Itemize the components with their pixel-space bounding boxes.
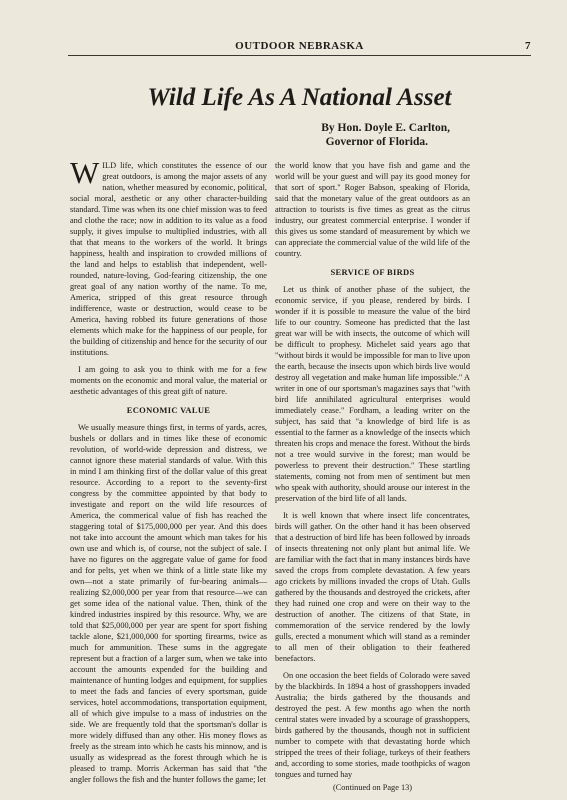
- economic-paragraph: We usually measure things first, in terms of yards, acres, bushels or dollars and in times like these of economic revolution, of world-wide depression and distress, we cannot ignore these material standards of value. With this in mind I am thinking first of the dollar value of this great resource. According to a report to the seventy-first congress by the committee appointed by that body to investigate and report on the wild life resources of America, the commerical value of fish has reached the staggering total of $175,000,000 per year. And this does not take into account the amount which man takes for his own use and which is, of course, not the subject of sale. I have no figures on the aggregate value of game for food and for pelts, yet when we think of a little state like my own—not a state primarily of fur-bearing animals—realizing $2,000,000 per year from that resource—we can get some idea of the national value. Then, think of the kindred industries inspired by this resource. Why, we are told that $25,000,000 per year are spent for sport fishing tackle alone, $21,000,000 for sporting firearms, twice as much for ammunition. These sums in the aggregate represent but a fraction of a larger sum, when we take into account the amounts expended for the building and maintenance of hunting lodges and equipment, for supplies to meet the fads and fancies of every sportsman, guide services, hotel accommodations, transportation equipment, all of which give impulse to a mass of industries on the side. We are frequently told that the sportsman's dollar is more widely diffused than any other. His money flows as freely as the stream into which he casts his minnow, and is usually as widespread as the forest through which he is pleased to tramp. Morris Ackerman has said that "the angler follows the fish and the hunter follows the game; let: [70, 423, 267, 784]
- section-heading-birds: SERVICE OF BIRDS: [330, 267, 415, 277]
- drop-cap: W: [70, 155, 100, 190]
- section-heading-economic: ECONOMIC VALUE: [126, 405, 211, 415]
- byline-author: By Hon. Doyle E. Carlton,: [321, 122, 450, 134]
- left-column: [70, 155, 267, 791]
- page-header: [68, 40, 531, 52]
- intro-paragraph-2: I am going to ask you to think with me for a few moments on the economic and moral value, the material or aesthetic advantages of this great gift of nature.: [70, 365, 267, 396]
- byline: [250, 121, 450, 149]
- right-column: [275, 160, 470, 799]
- header-rule: [68, 55, 531, 56]
- intro-paragraph: [70, 155, 267, 358]
- article-title: Wild Life As A National Asset: [147, 84, 452, 111]
- continuation-paragraph: the world know that you have fish and game and the world will be your guest and will pay its good money for that sort of sport." Roger Babson, speaking of Florida, said that the monetary value of the great outdoors as an attraction to tourists is five times as great as the citrus industry, our greatest commercial enterprise. I wonder if this gives us some standard of measurement by which we can appreciate the commercial value of the wild life of the country.: [275, 161, 470, 258]
- byline-title: Governor of Florida.: [325, 136, 428, 148]
- continued-note: (Continued on Page 13): [332, 783, 413, 792]
- birds-paragraph-2: It is well known that where insect life concentrates, birds will gather. On the other hand it has been observed that a destruction of bird life has been followed by inroads of insects threatening not only plant but animal life. We are familiar with the fact that in many instances birds have saved the crops from complete devastation. A few years ago crickets by millions invaded the crops of Utah. Gulls gathered by the thousands and destroyed the crickets, after they had ruined one crop and were on their way to the destruction of another. The citizens of that State, in commemoration of the service rendered by the lowly gulls, erected a monument which will stand as a reminder to all men of their obligation to their feathered benefactors.: [275, 511, 470, 663]
- birds-paragraph-1: Let us think of another phase of the subject, the economic service, if you please, rendered by birds. I wonder if it is possible to measure the value of the bird life to our country. Someone has predicted that the last great war will be with insects, the outcome of which will be difficult to prophesy. Michelet said years ago that "without birds it would be impossible for man to live upon the earth, because the insects upon which birds live would destroy all vegetation and make human life impossible." A writer in one of our sportsman's magazines says that "with bird life annihilated agricultural enterprises would immediately cease." Fordham, a leading writer on the subject, has said that "a knowledge of bird life is as essential to the farmer as a knowledge of the insects which threaten his crops and menace the forest. Without the birds not a tree would survive in the forest; man would be powerless to prevent their destruction." These startling statements, coming not from men of sentiment but men who speak with authority, should arouse our interest in the preservation of the bird life of all lands.: [275, 285, 470, 503]
- magazine-name: OUTDOOR NEBRASKA: [235, 40, 364, 52]
- birds-paragraph-3: On one occasion the beet fields of Colorado were saved by the blackbirds. In 1894 a host of grasshoppers invaded Australia; the birds gathered by the thousands and destroyed the pest. A few months ago when the north central states were invaded by a scourage of grasshoppers, birds gathered by the thousands, though not in sufficient number to compete with that devastating horde which stripped the trees of their foliage, turkeys of their feathers and, according to some stories, made toothpicks of wagon tongues and turned hay: [275, 671, 470, 779]
- page-number: 7: [525, 40, 531, 52]
- intro-text: ILD life, which constitutes the essence of our great outdoors, is among the major assets of any nation, whether measured by economic, political, social moral, aesthetic or any other character-building standard. Time was when its one chief mission was to feed and clothe the race; now in addition to its value as a food supply, it gives impulse to multiplied industries, with all that that means to the workers of the world. It brings happiness, health and inspiration to crowded millions of the land and helps to establish that independent, well-rounded, nature-loving, God-fearing citizenship, the one great goal of any nation worthy of the name. To me, America, stripped of this great resource through indifference, waste or destruction, would cease to be America, having robbed its future generations of those elements which make for the happiness of our people, for the building of citizenship and hence for the security of our institutions.: [70, 161, 267, 357]
